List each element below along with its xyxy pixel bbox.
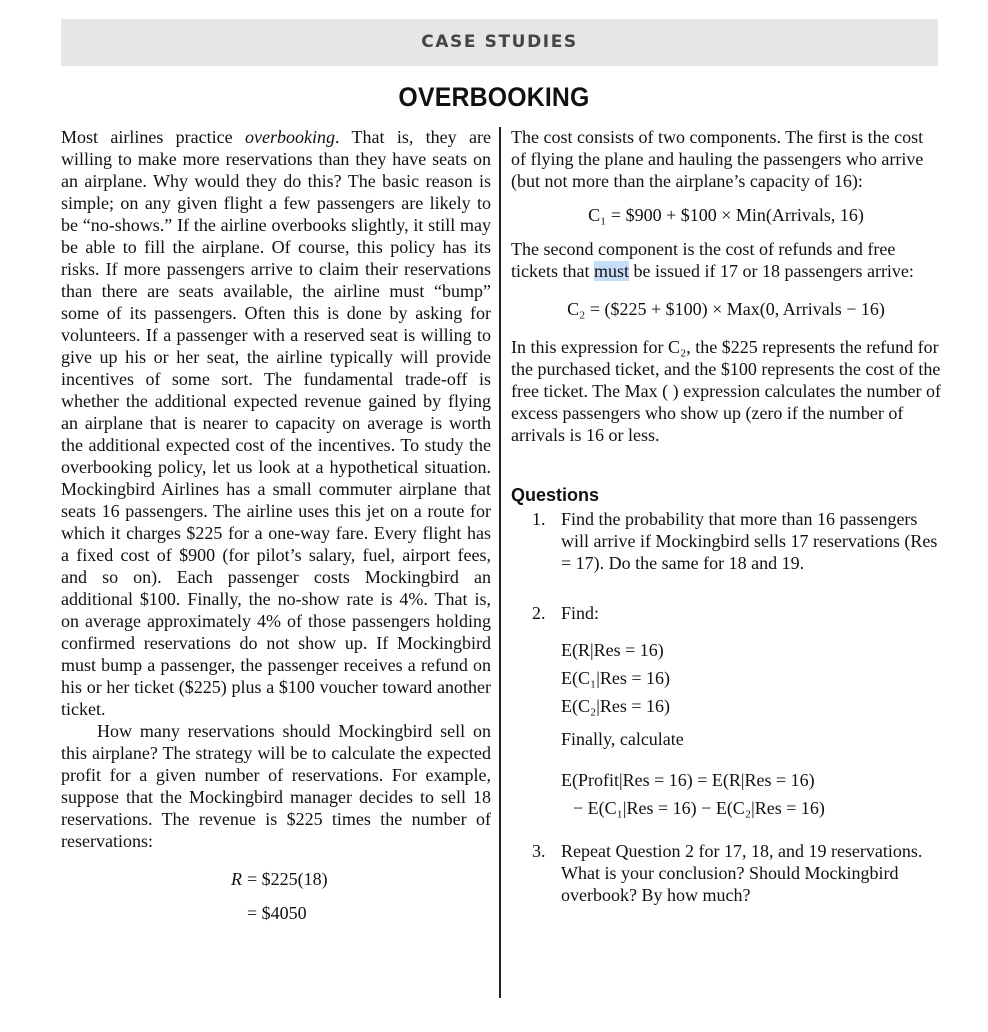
expected-profit-line-1: E(Profit|Res = 16) = E(R|Res = 16) bbox=[561, 770, 815, 790]
column-divider bbox=[499, 127, 501, 998]
right-column bbox=[511, 126, 941, 906]
questions-heading: Questions bbox=[511, 485, 600, 505]
question-1 bbox=[511, 508, 941, 574]
intro-text-start: Most airlines practice bbox=[61, 127, 245, 147]
left-column bbox=[61, 126, 491, 940]
finally-calculate: Finally, calculate bbox=[561, 729, 684, 749]
expected-c1: E(C₁|Res = 16) bbox=[561, 668, 671, 688]
refund-text-end: be issued if 17 or 18 passengers arrive: bbox=[629, 261, 914, 281]
revenue-variable: R bbox=[231, 869, 242, 889]
intro-paragraph bbox=[61, 126, 491, 720]
expected-profit-line-2: − E(C₁|Res = 16) − E(C₂|Res = 16) bbox=[573, 798, 825, 818]
question-2-expectations bbox=[511, 636, 941, 720]
refund-paragraph bbox=[511, 238, 941, 282]
expected-revenue: E(R|Res = 16) bbox=[561, 640, 664, 660]
expected-profit-equation bbox=[511, 766, 941, 822]
section-header-label: CASE STUDIES bbox=[421, 32, 578, 52]
question-3-text: Repeat Question 2 for 17, 18, and 19 reservations. What is your conclusion? Should Mockingbird overbook? By how much? bbox=[561, 841, 923, 905]
refund-text-start: The second component is the cost of refunds and free tickets that bbox=[511, 239, 896, 281]
c1-equation: C₁ = $900 + $100 × Min(Arrivals, 16) bbox=[588, 205, 864, 225]
question-1-number: 1. bbox=[532, 509, 546, 529]
revenue-line-1: = $225(18) bbox=[247, 869, 328, 889]
question-3-number: 3. bbox=[532, 841, 546, 861]
intro-emphasis: overbooking bbox=[244, 127, 335, 147]
question-2-text: Find: bbox=[561, 603, 600, 623]
highlighted-word: must bbox=[593, 261, 629, 281]
revenue-line-2: = $4050 bbox=[247, 903, 307, 923]
question-2-number: 2. bbox=[532, 603, 546, 623]
section-header-band bbox=[61, 19, 938, 66]
strategy-paragraph: How many reservations should Mockingbird sell on this airplane? The strategy will be to calculate the expected profit for a given number of reservations. For example, suppose that the Mockingbird manager decides to sell 18 reservations. The revenue is $225 times the number of reservations: bbox=[61, 721, 491, 851]
question-3 bbox=[511, 840, 941, 906]
c2-equation: C₂ = ($225 + $100) × Max(0, Arrivals − 16) bbox=[567, 299, 885, 319]
question-1-text: Find the probability that more than 16 passengers will arrive if Mockingbird sells 17 reservations (Res = 17). Do the same for 18 and 19. bbox=[561, 509, 938, 573]
case-title: OVERBOOKING bbox=[398, 82, 590, 112]
cost-paragraph: The cost consists of two components. The first is the cost of flying the plane and hauling the passengers who arrive (but not more than the airplane’s capacity of 16): bbox=[511, 127, 924, 191]
intro-text-rest: . That is, they are willing to make more reservations than they have seats on an airplane. Why would they do this? The basic reason is simple; on any given flight a few passengers are likely to be “no-shows.” If the airline overbooks slightly, it still may be able to fill the airplane. Of course, this policy has its risks. If more passengers arrive to claim their reservations than there are seats available, the airline must “bump” some of its passengers. Often this is done by asking for volunteers. If a passenger with a reserved seat is willing to give up his or her seat, the airline typically will provide incentives of some sort. The fundamental trade-off is whether the additional expected revenue gained by flying an airplane that is nearer to capacity on average is worth the additional expected cost of the incentives. To study the overbooking policy, let us look at a hypothetical situation. Mockingbird Airlines has a small commuter airplane that seats 16 passengers. The airline uses this jet on a route for which it charges $225 for a one-way fare. Every flight has a fixed cost of $900 (for pilot’s salary, fuel, airport fees, and so on). Each passenger costs Mockingbird an additional $100. Finally, the no-show rate is 4%. That is, on average approximately 4% of those passengers holding confirmed reservations do not show up. If Mockingbird must bump a passenger, the passenger receives a refund on his or her ticket ($225) plus a $100 voucher toward another ticket. bbox=[61, 127, 491, 719]
expected-c2: E(C₂|Res = 16) bbox=[561, 696, 671, 716]
revenue-equation bbox=[61, 868, 491, 940]
expression-paragraph: In this expression for C₂, the $225 represents the refund for the purchased ticket, and the $100 represents the cost of the free ticket. The Max ( ) expression calculates the number of excess passengers who show up (zero if the number of arrivals is 16 or less. bbox=[511, 337, 941, 445]
question-2 bbox=[511, 602, 941, 624]
